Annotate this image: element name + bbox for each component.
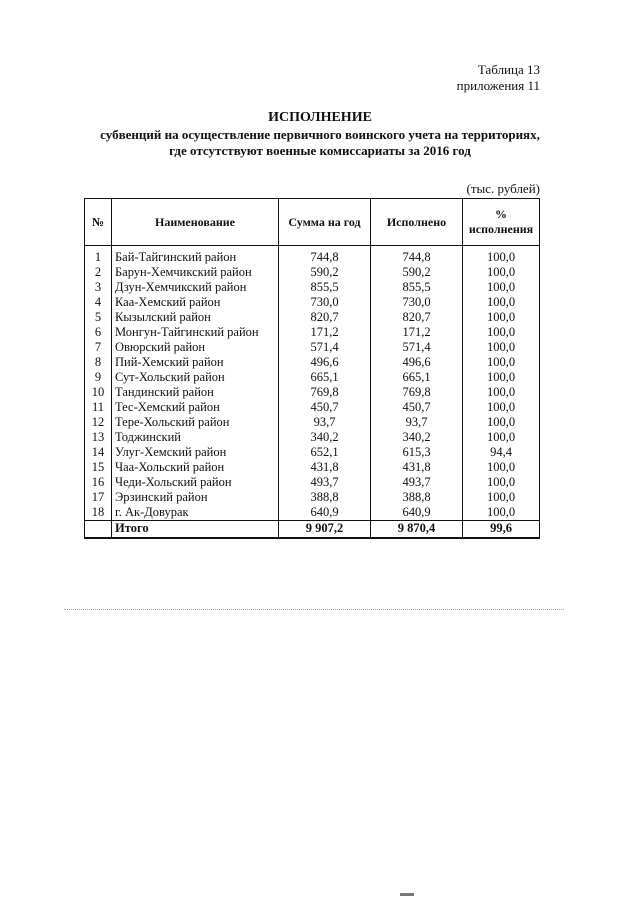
cell-annual-sum: 340,2 — [279, 430, 371, 445]
cell-number: 15 — [85, 460, 112, 475]
table-total-row — [85, 521, 540, 539]
cell-number: 5 — [85, 310, 112, 325]
cell-percent: 100,0 — [463, 246, 540, 266]
table-row — [85, 310, 540, 325]
cell-executed: 93,7 — [371, 415, 463, 430]
cell-percent: 100,0 — [463, 325, 540, 340]
header-percent-executed: % исполнения — [463, 199, 540, 246]
cell-name: Пий-Хемский район — [112, 355, 279, 370]
cell-number: 17 — [85, 490, 112, 505]
table-row — [85, 340, 540, 355]
table-row — [85, 325, 540, 340]
cell-number: 10 — [85, 385, 112, 400]
table-row — [85, 430, 540, 445]
table-row — [85, 475, 540, 490]
cell-annual-sum: 571,4 — [279, 340, 371, 355]
cell-annual-sum: 431,8 — [279, 460, 371, 475]
cell-executed: 744,8 — [371, 246, 463, 266]
cell-name: Овюрский район — [112, 340, 279, 355]
header-annual-sum: Сумма на год — [279, 199, 371, 246]
table-row — [85, 295, 540, 310]
cell-name: Барун-Хемчикский район — [112, 265, 279, 280]
table-row — [85, 490, 540, 505]
cell-executed: 431,8 — [371, 460, 463, 475]
header-name: Наименование — [112, 199, 279, 246]
cell-percent: 100,0 — [463, 295, 540, 310]
total-cell-number — [85, 521, 112, 539]
table-row — [85, 385, 540, 400]
cell-number: 11 — [85, 400, 112, 415]
table-row — [85, 370, 540, 385]
cell-percent: 100,0 — [463, 415, 540, 430]
cell-annual-sum: 493,7 — [279, 475, 371, 490]
cell-annual-sum: 855,5 — [279, 280, 371, 295]
cell-executed: 571,4 — [371, 340, 463, 355]
table-reference-number: Таблица 13 — [477, 62, 540, 77]
total-cell-percent: 99,6 — [463, 521, 540, 539]
cell-percent: 100,0 — [463, 475, 540, 490]
cell-percent: 100,0 — [463, 460, 540, 475]
header-number: № — [85, 199, 112, 246]
table-row — [85, 246, 540, 266]
cell-executed: 496,6 — [371, 355, 463, 370]
cell-percent: 100,0 — [463, 265, 540, 280]
cell-name: Тес-Хемский район — [112, 400, 279, 415]
cell-name: Чаа-Хольский район — [112, 460, 279, 475]
cell-number: 3 — [85, 280, 112, 295]
cell-percent: 94,4 — [463, 445, 540, 460]
cell-name: Тандинский район — [112, 385, 279, 400]
cell-number: 16 — [85, 475, 112, 490]
cell-executed: 665,1 — [371, 370, 463, 385]
cell-annual-sum: 590,2 — [279, 265, 371, 280]
table-body — [85, 246, 540, 539]
subventions-table — [84, 198, 540, 539]
faint-dotted-line — [64, 609, 564, 610]
table-row — [85, 505, 540, 521]
cell-number: 1 — [85, 246, 112, 266]
cell-name: Чеди-Хольский район — [112, 475, 279, 490]
cell-name: Каа-Хемский район — [112, 295, 279, 310]
cell-number: 18 — [85, 505, 112, 521]
cell-percent: 100,0 — [463, 385, 540, 400]
cell-annual-sum: 744,8 — [279, 246, 371, 266]
cell-number: 7 — [85, 340, 112, 355]
cell-number: 2 — [85, 265, 112, 280]
cell-name: Тере-Хольский район — [112, 415, 279, 430]
document-subtitle-line-2: где отсутствуют военные комиссариаты за 2016 год — [169, 143, 471, 158]
total-cell-name: Итого — [112, 521, 279, 539]
cell-percent: 100,0 — [463, 505, 540, 521]
cell-percent: 100,0 — [463, 370, 540, 385]
cell-executed: 855,5 — [371, 280, 463, 295]
cell-number: 13 — [85, 430, 112, 445]
cell-executed: 615,3 — [371, 445, 463, 460]
cell-annual-sum: 93,7 — [279, 415, 371, 430]
cell-annual-sum: 820,7 — [279, 310, 371, 325]
cell-percent: 100,0 — [463, 355, 540, 370]
cell-annual-sum: 388,8 — [279, 490, 371, 505]
table-header-row — [85, 199, 540, 246]
cell-percent: 100,0 — [463, 280, 540, 295]
cell-number: 14 — [85, 445, 112, 460]
cell-name: Кызылский район — [112, 310, 279, 325]
document-title: ИСПОЛНЕНИЕ — [268, 110, 372, 125]
cell-name: Улуг-Хемский район — [112, 445, 279, 460]
table-row — [85, 445, 540, 460]
table-row — [85, 265, 540, 280]
page-mark — [400, 893, 414, 896]
cell-executed: 769,8 — [371, 385, 463, 400]
cell-number: 6 — [85, 325, 112, 340]
cell-annual-sum: 171,2 — [279, 325, 371, 340]
cell-annual-sum: 665,1 — [279, 370, 371, 385]
table-row — [85, 280, 540, 295]
cell-annual-sum: 450,7 — [279, 400, 371, 415]
cell-percent: 100,0 — [463, 490, 540, 505]
cell-percent: 100,0 — [463, 340, 540, 355]
total-cell-annual-sum: 9 907,2 — [279, 521, 371, 539]
cell-name: Тоджинский — [112, 430, 279, 445]
cell-executed: 493,7 — [371, 475, 463, 490]
cell-executed: 730,0 — [371, 295, 463, 310]
cell-executed: 820,7 — [371, 310, 463, 325]
cell-annual-sum: 652,1 — [279, 445, 371, 460]
cell-annual-sum: 640,9 — [279, 505, 371, 521]
cell-name: г. Ак-Довурак — [112, 505, 279, 521]
cell-number: 12 — [85, 415, 112, 430]
cell-executed: 640,9 — [371, 505, 463, 521]
cell-name: Дзун-Хемчикский район — [112, 280, 279, 295]
cell-executed: 340,2 — [371, 430, 463, 445]
appendix-reference: приложения 11 — [456, 78, 540, 93]
table-row — [85, 400, 540, 415]
table-row — [85, 415, 540, 430]
cell-number: 8 — [85, 355, 112, 370]
header-executed: Исполнено — [371, 199, 463, 246]
cell-executed: 450,7 — [371, 400, 463, 415]
cell-executed: 388,8 — [371, 490, 463, 505]
total-cell-executed: 9 870,4 — [371, 521, 463, 539]
cell-name: Бай-Тайгинский район — [112, 246, 279, 266]
cell-name: Монгун-Тайгинский район — [112, 325, 279, 340]
cell-executed: 171,2 — [371, 325, 463, 340]
cell-annual-sum: 730,0 — [279, 295, 371, 310]
cell-name: Сут-Хольский район — [112, 370, 279, 385]
cell-percent: 100,0 — [463, 310, 540, 325]
units-label: (тыс. рублей) — [466, 181, 540, 196]
cell-executed: 590,2 — [371, 265, 463, 280]
document-subtitle-line-1: субвенций на осуществление первичного воинского учета на территориях, — [100, 127, 540, 142]
cell-number: 4 — [85, 295, 112, 310]
cell-annual-sum: 496,6 — [279, 355, 371, 370]
cell-percent: 100,0 — [463, 430, 540, 445]
cell-annual-sum: 769,8 — [279, 385, 371, 400]
table-row — [85, 460, 540, 475]
cell-name: Эрзинский район — [112, 490, 279, 505]
cell-percent: 100,0 — [463, 400, 540, 415]
cell-number: 9 — [85, 370, 112, 385]
table-row — [85, 355, 540, 370]
